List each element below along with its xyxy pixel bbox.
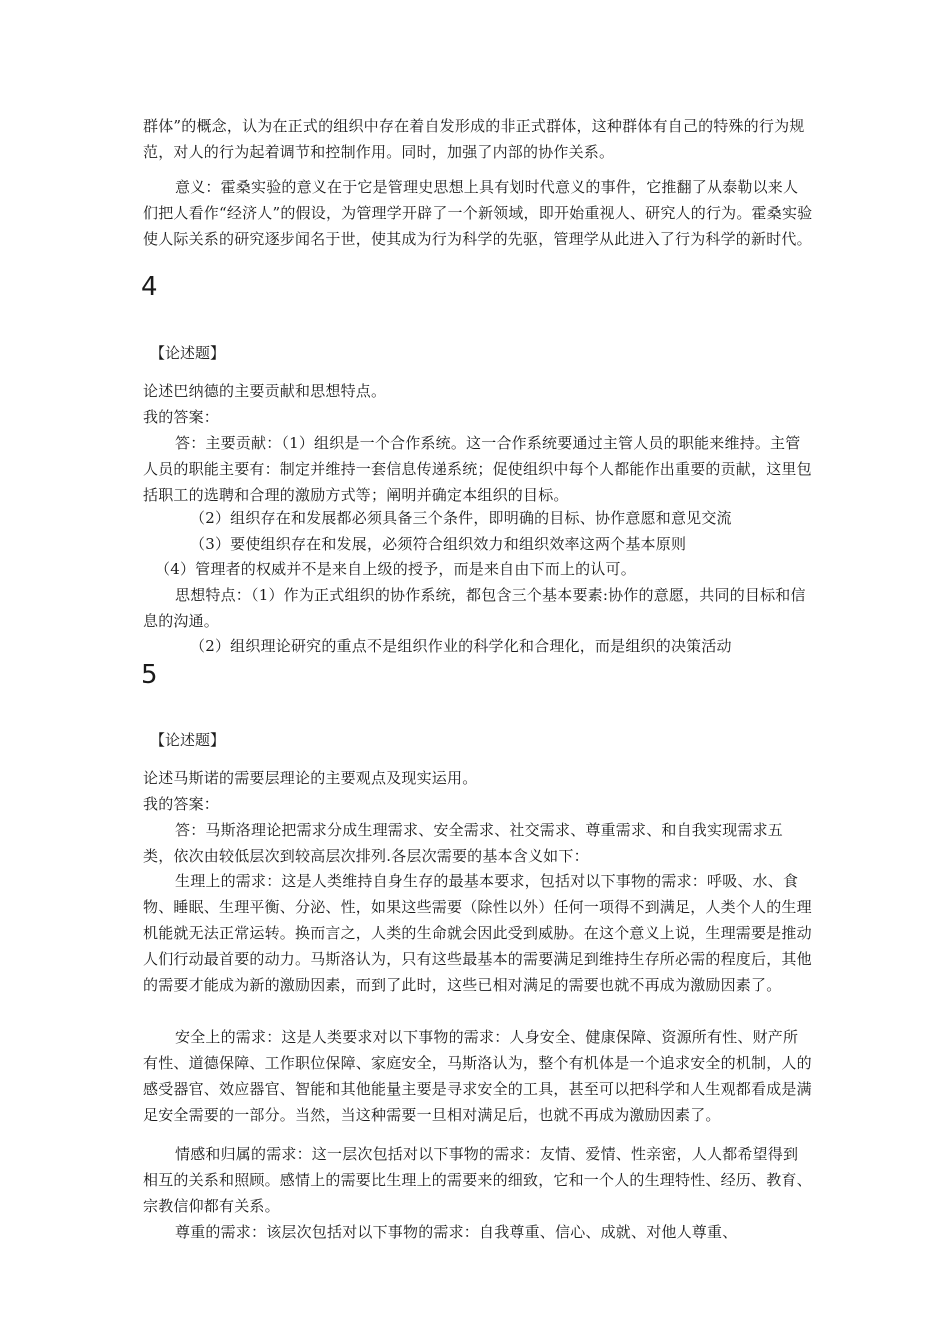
- paragraph-significance: 意义：霍桑实验的意义在于它是管理史思想上具有划时代意义的事件，它推翻了从泰勒以来人们把人看作“经济人”的假设，为管理学开辟了一个新领域，即开始重视人、研究人的行为。霍桑实验使人际关系的研究逐步闻名于世，使其成为行为科学的先驱，管理学从此进入了行为科学的新时代。: [143, 178, 813, 248]
- answer-4-contribution-1: 答：主要贡献：（1）组织是一个合作系统。这一合作系统要通过主管人员的职能来维持。主管人员的职能主要有：制定并维持一套信息传递系统；促使组织中每个人都能作出重要的贡献，这里包括职工的选聘和合理的激励方式等；阐明并确定本组织的目标。: [143, 434, 812, 504]
- answer-5-intro: 答：马斯洛理论把需求分成生理需求、安全需求、社交需求、尊重需求、和自我实现需求五类，依次由较低层次到较高层次排列.各层次需要的基本含义如下：: [143, 821, 784, 865]
- answer-5-physiological: 生理上的需求：这是人类维持自身生存的最基本要求，包括对以下事物的需求：呼吸、水、食物、睡眠、生理平衡、分泌、性，如果这些需要（除性以外）任何一项得不到满足，人类个人的生理机能就无法正常运转。换而言之，人类的生命就会因此受到威胁。在这个意义上说，生理需要是推动人们行动最首要的动力。马斯洛认为，只有这些最基本的需要满足到维持生存所必需的程度后，其他的需要才能成为新的激励因素，而到了此时，这些已相对满足的需要也就不再成为激励因素了。: [143, 872, 812, 994]
- question-type-heading-4: 【论述题】: [150, 344, 226, 362]
- answer-5-belonging: 情感和归属的需求：这一层次包括对以下事物的需求：友情、爱情、性亲密，人人都希望得到相互的关系和照顾。感情上的需要比生理上的需要来的细致，它和一个人的生理特性、经历、教育、宗教信仰都有关系。: [143, 1145, 812, 1215]
- question-number-5: 5: [141, 660, 158, 690]
- answer-4-contribution-4: （4）管理者的权威并不是来自上级的授予，而是来自由下而上的认可。: [155, 560, 636, 578]
- paragraph-informal-group: 群体”的概念，认为在正式的组织中存在着自发形成的非正式群体，这种群体有自己的特殊的行为规范，对人的行为起着调节和控制作用。同时，加强了内部的协作关系。: [143, 117, 805, 161]
- answer-5-esteem: 尊重的需求：该层次包括对以下事物的需求：自我尊重、信心、成就、对他人尊重、: [175, 1223, 738, 1241]
- answer-4-feature-1: 思想特点：（1）作为正式组织的协作系统，都包含三个基本要素:协作的意愿，共同的目标和信息的沟通。: [143, 586, 806, 630]
- question-type-heading-5: 【论述题】: [150, 731, 226, 749]
- answer-4-feature-2: （2）组织理论研究的重点不是组织作业的科学化和合理化，而是组织的决策活动: [190, 637, 732, 655]
- answer-4-contribution-2: （2）组织存在和发展都必须具备三个条件，即明确的目标、协作意愿和意见交流: [190, 509, 732, 527]
- answer-label-5: 我的答案：: [143, 795, 220, 813]
- question-text-5: 论述马斯诺的需要层理论的主要观点及现实运用。: [143, 769, 478, 787]
- answer-5-safety: 安全上的需求：这是人类要求对以下事物的需求：人身安全、健康保障、资源所有性、财产所有性、道德保障、工作职位保障、家庭安全，马斯洛认为，整个有机体是一个追求安全的机制，人的感受器官、效应器官、智能和其他能量主要是寻求安全的工具，甚至可以把科学和人生观都看成是满足安全需要的一部分。当然，当这种需要一旦相对满足后，也就不再成为激励因素了。: [143, 1028, 812, 1124]
- question-text-4: 论述巴纳德的主要贡献和思想特点。: [143, 382, 387, 400]
- answer-4-contribution-3: （3）要使组织存在和发展，必须符合组织效力和组织效率这两个基本原则: [190, 535, 687, 553]
- question-number-4: 4: [141, 272, 158, 302]
- answer-label-4: 我的答案：: [143, 408, 220, 426]
